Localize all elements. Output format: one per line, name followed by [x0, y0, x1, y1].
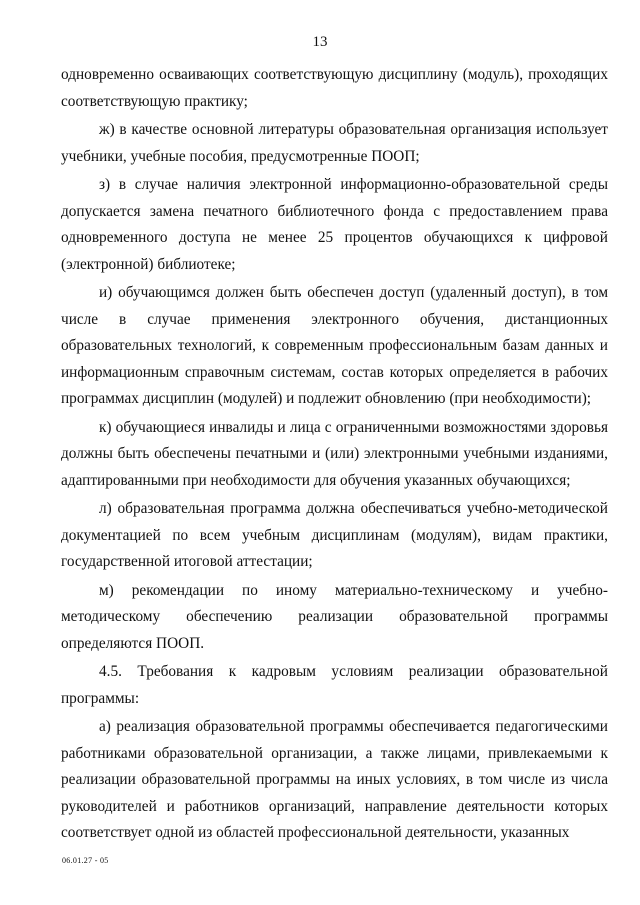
paragraph-item-zh: ж) в качестве основной литературы образовательная организация использует учебники, учебные пособия, предусмотренные ПООП;	[61, 121, 608, 165]
paragraph-item-z: з) в случае наличия электронной информационно-образовательной среды допускается замена печатного библиотечного фонда с предоставлением права одновременного доступа не менее 25 процентов обучающихся к цифровой (электронной) библиотеке;	[61, 176, 608, 273]
paragraph-item-i: и) обучающимся должен быть обеспечен доступ (удаленный доступ), в том числе в случае применения электронного обучения, дистанционных образовательных технологий, к современным профессиональным базам данных и информационным справочным системам, состав которых определяется в рабочих программах дисциплин (модулей) и подлежит обновлению (при необходимости);	[61, 284, 608, 407]
paragraph-continuation: одновременно осваивающих соответствующую дисциплину (модуль), проходящих соответствующую практику;	[61, 66, 608, 110]
page-number: 13	[312, 34, 328, 50]
section-heading-4-5: 4.5. Требования к кадровым условиям реализации образовательной программы:	[61, 663, 608, 707]
paragraph-item-k: к) обучающиеся инвалиды и лица с ограниченными возможностями здоровья должны быть обеспечены печатными и (или) электронными учебными изданиями, адаптированными при необходимости для обучения указанных обучающихся;	[61, 418, 608, 489]
footer-code: 06.01.27 - 05	[62, 856, 109, 865]
paragraph-item-m: м) рекомендации по иному материально-техническому и учебно-методическому обеспечению реализации образовательной программы определяются ПООП.	[61, 581, 608, 652]
paragraph-item-l: л) образовательная программа должна обеспечиваться учебно-методической документацией по всем учебным дисциплинам (модулям), видам практики, государственной итоговой аттестации;	[61, 500, 608, 570]
document-body	[61, 62, 608, 847]
paragraph-item-a: а) реализация образовательной программы обеспечивается педагогическими работниками образовательной организации, а также лицами, привлекаемыми к реализации образовательной программы на иных условиях, в том числе из числа руководителей и работников организаций, направление деятельности которых соответствует одной из областей профессиональной деятельности, указанных	[61, 718, 608, 841]
